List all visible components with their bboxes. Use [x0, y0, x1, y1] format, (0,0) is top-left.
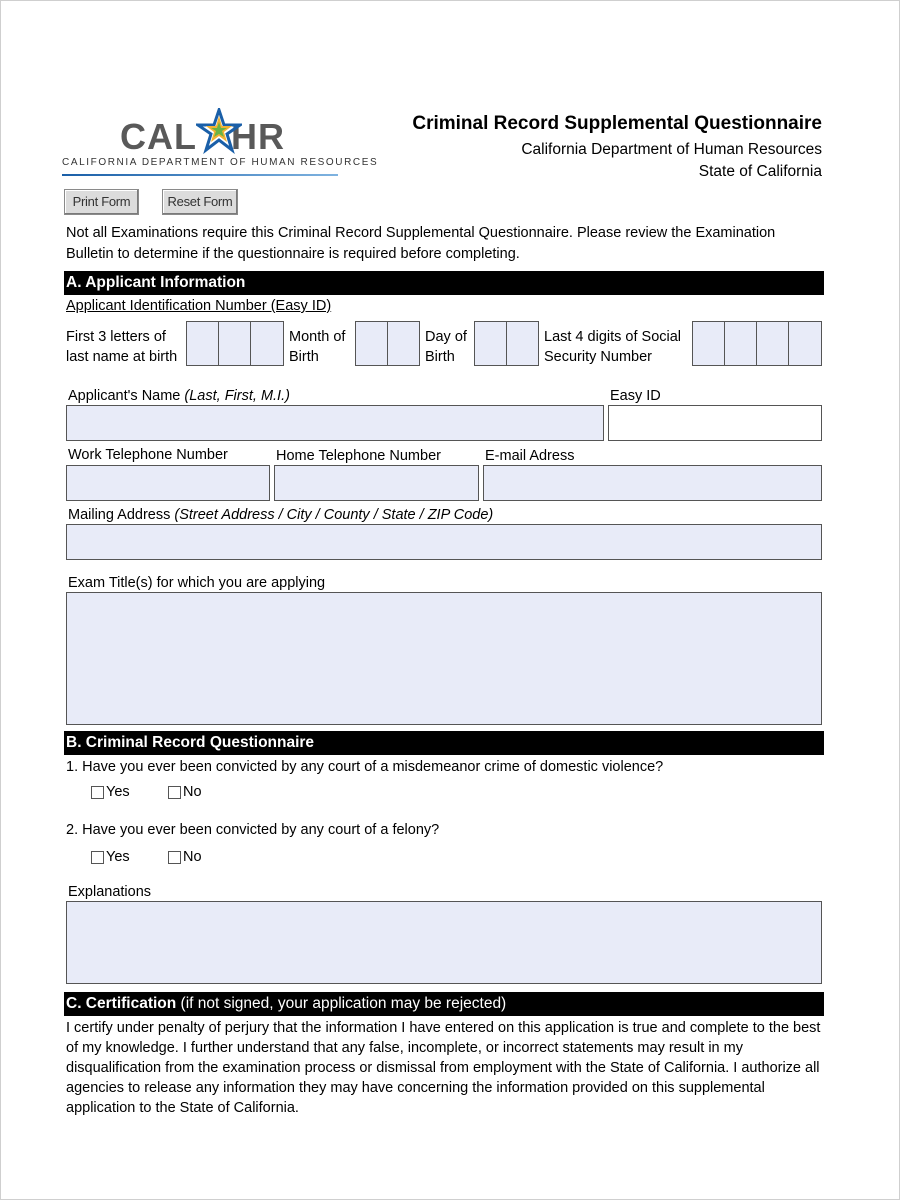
- q1-no-option[interactable]: [168, 784, 202, 800]
- mailing-address-label: [68, 507, 493, 523]
- intro-text: Not all Examinations require this Criminal Record Supplemental Questionnaire. Please review the Examination Bulletin to determine if the questionnaire is required before completing.: [66, 225, 776, 262]
- calhr-logo: [62, 108, 379, 180]
- q2-yes-option[interactable]: [91, 849, 130, 865]
- q1-yes-label: Yes: [106, 784, 130, 800]
- day-input[interactable]: [474, 321, 539, 366]
- exam-title-input[interactable]: [66, 592, 822, 725]
- exam-title-label: Exam Title(s) for which you are applying: [68, 575, 326, 591]
- explanations-input[interactable]: [66, 901, 822, 984]
- ssn-cell[interactable]: [693, 322, 725, 365]
- q2-no-checkbox[interactable]: [168, 851, 181, 864]
- question-2: 2. Have you ever been convicted by any court of a felony?: [66, 822, 440, 838]
- day-label: Day of Birth: [425, 329, 467, 365]
- print-form-button[interactable]: Print Form: [64, 189, 139, 215]
- applicant-name-hint: (Last, First, M.I.): [184, 388, 290, 404]
- mailing-address-input[interactable]: [66, 524, 822, 560]
- easy-id-input[interactable]: [608, 405, 822, 441]
- section-b-title: B. Criminal Record Questionnaire: [66, 734, 315, 751]
- department-name: California Department of Human Resources: [521, 141, 822, 158]
- logo-subtitle: CALIFORNIA DEPARTMENT OF HUMAN RESOURCES: [62, 157, 379, 168]
- mailing-address-hint: (Street Address / City / County / State / ZIP Code): [174, 507, 494, 523]
- applicant-name-input[interactable]: [66, 405, 604, 441]
- applicant-name-label: [68, 388, 290, 404]
- q2-yes-label: Yes: [106, 849, 130, 865]
- q1-yes-option[interactable]: [91, 784, 130, 800]
- first3-label: First 3 letters of last name at birth: [66, 329, 178, 365]
- work-phone-input[interactable]: [66, 465, 270, 501]
- q1-no-checkbox[interactable]: [168, 786, 181, 799]
- first3-cell[interactable]: [219, 322, 251, 365]
- work-phone-label: Work Telephone Number: [68, 447, 228, 463]
- q2-yes-checkbox[interactable]: [91, 851, 104, 864]
- easy-id-label: Easy ID: [610, 388, 661, 404]
- q1-no-label: No: [183, 784, 202, 800]
- q1-yes-checkbox[interactable]: [91, 786, 104, 799]
- section-c-header: [64, 992, 824, 1016]
- first3-cell[interactable]: [251, 322, 283, 365]
- first3-cell[interactable]: [187, 322, 219, 365]
- section-c-title: C. Certification: [66, 995, 177, 1012]
- question-1: 1. Have you ever been convicted by any court of a misdemeanor crime of domestic violence?: [66, 759, 664, 775]
- month-cell[interactable]: [356, 322, 388, 365]
- logo-wordmark: CAL HR: [120, 116, 285, 157]
- email-input[interactable]: [483, 465, 822, 501]
- day-cell[interactable]: [507, 322, 538, 365]
- explanations-label: Explanations: [68, 884, 152, 900]
- state-name: State of California: [698, 163, 822, 180]
- ssn-cell[interactable]: [789, 322, 821, 365]
- mailing-address-label-text: Mailing Address: [68, 507, 171, 523]
- month-label: Month of Birth: [289, 329, 346, 365]
- home-phone-label: Home Telephone Number: [276, 448, 441, 464]
- star-icon: [196, 108, 242, 154]
- section-a-header: [64, 271, 824, 295]
- day-cell[interactable]: [475, 322, 507, 365]
- home-phone-input[interactable]: [274, 465, 479, 501]
- section-b-header: [64, 731, 824, 755]
- ssn-cell[interactable]: [725, 322, 757, 365]
- email-label: E-mail Adress: [485, 448, 575, 464]
- form-title: Criminal Record Supplemental Questionnaire: [412, 113, 822, 134]
- month-input[interactable]: [355, 321, 420, 366]
- section-c-note: (if not signed, your application may be rejected): [180, 995, 507, 1012]
- section-a-title: A. Applicant Information: [66, 274, 246, 291]
- first3-input[interactable]: [186, 321, 284, 366]
- certification-text: I certify under penalty of perjury that the information I have entered on this application is true and complete to the best of my knowledge. I further understand that any false, incomplete, or incorrect statements may result in my disqualification from the examination process or dismissal from employment with the State of California. I authorize all agencies to release any information they may have concerning the information provided on this supplemental application to the State of California.: [66, 1020, 821, 1116]
- ssn-cell[interactable]: [757, 322, 789, 365]
- logo-underline: [62, 174, 338, 176]
- applicant-name-label-text: Applicant's Name: [68, 388, 181, 404]
- ssn-label: Last 4 digits of Social Security Number: [544, 329, 682, 365]
- q2-no-label: No: [183, 849, 202, 865]
- q2-no-option[interactable]: [168, 849, 202, 865]
- applicant-id-heading: Applicant Identification Number (Easy ID): [66, 298, 332, 314]
- ssn-input[interactable]: [692, 321, 822, 366]
- reset-form-button[interactable]: Reset Form: [162, 189, 238, 215]
- month-cell[interactable]: [388, 322, 419, 365]
